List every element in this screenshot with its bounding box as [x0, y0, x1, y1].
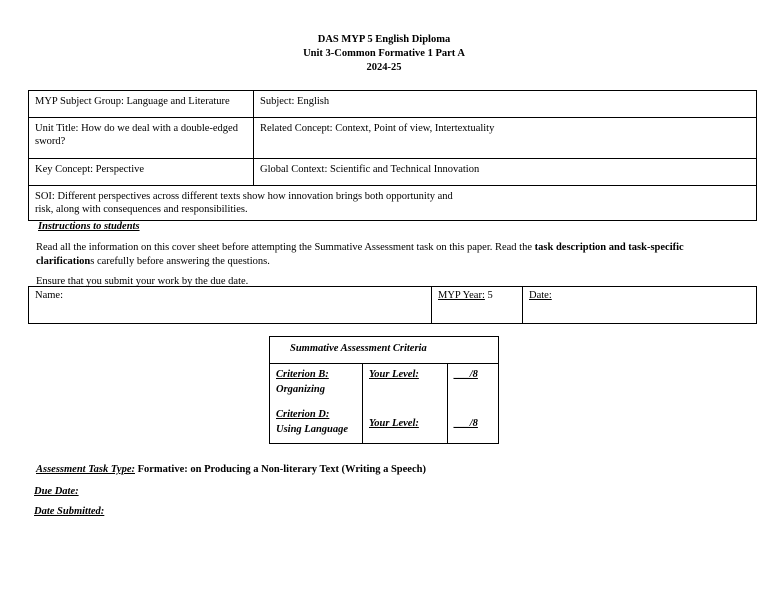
related-concept-cell: Related Concept: Context, Point of view, Intertextuality [254, 118, 757, 159]
date-submitted-label: Date Submitted: [34, 506, 105, 517]
key-concept-cell: Key Concept: Perspective [29, 159, 254, 186]
criteria-box [269, 336, 499, 444]
due-date-label: Due Date: [34, 486, 79, 497]
name-cell[interactable] [29, 287, 432, 324]
instructions-text-start: Read all the information on this cover sheet before attempting the Summative Assessment task on this paper. Read the [36, 242, 535, 253]
criterion-b-cell [270, 364, 363, 404]
myp-year-value: 5 [484, 290, 493, 301]
task-type-label: Assessment Task Type: [36, 464, 135, 475]
criterion-b-sub: Organizing [276, 384, 326, 395]
instructions-bold-1: task description and task-specific [534, 242, 684, 253]
document-header [0, 33, 768, 75]
header-line-3: 2024-25 [366, 62, 402, 73]
instructions-text-end: s carefully before answering the questions. [90, 256, 270, 267]
soi-cell [29, 186, 757, 221]
criterion-d-level-label: Your Level: [369, 417, 419, 429]
name-label: Name: [35, 290, 63, 301]
criterion-b-score-cell[interactable] [448, 364, 499, 404]
criterion-d-name: Criterion D: [276, 408, 330, 420]
instructions-paragraph [36, 241, 736, 269]
criterion-b-level-cell [363, 364, 448, 404]
soi-line-1: SOI: Different perspectives across different texts show how innovation brings both opportunity and [35, 191, 453, 202]
criterion-b-level-label: Your Level: [369, 369, 419, 380]
date-cell[interactable] [523, 287, 757, 324]
due-date-reminder: Ensure that you submit your work by the due date. [36, 276, 249, 287]
myp-year-label: MYP Year: [438, 290, 485, 301]
subject-group-cell: MYP Subject Group: Language and Literature [29, 91, 254, 118]
criterion-d-score: ___/8 [454, 417, 478, 429]
criterion-d-sub: Using Language [276, 423, 349, 435]
unit-title-cell: Unit Title: How do we deal with a double-edged sword? [29, 118, 254, 159]
criterion-b-name: Criterion B: [276, 369, 329, 380]
instructions-bold-2: clarification [36, 256, 91, 267]
criteria-title: Summative Assessment Criteria [290, 343, 427, 354]
criterion-d-level-cell [363, 404, 448, 444]
instructions-title: Instructions to students [38, 221, 140, 232]
student-info-table [28, 286, 757, 324]
myp-year-cell[interactable] [432, 287, 523, 324]
criteria-table [270, 363, 498, 443]
criterion-d-score-cell[interactable] [448, 404, 499, 444]
subject-cell: Subject: English [254, 91, 757, 118]
assessment-task-type [36, 464, 426, 475]
criterion-b-score: ___/8 [454, 369, 478, 380]
soi-line-2: risk, along with consequences and responsibilities. [35, 204, 248, 215]
task-type-value: Formative: on Producing a Non-literary Text (Writing a Speech) [134, 464, 426, 475]
date-label: Date: [529, 290, 552, 301]
global-context-cell: Global Context: Scientific and Technical Innovation [254, 159, 757, 186]
unit-info-table [28, 90, 757, 221]
criterion-d-cell [270, 404, 363, 444]
header-line-1: DAS MYP 5 English Diploma [317, 34, 451, 45]
header-line-2: Unit 3-Common Formative 1 Part A [303, 48, 465, 59]
